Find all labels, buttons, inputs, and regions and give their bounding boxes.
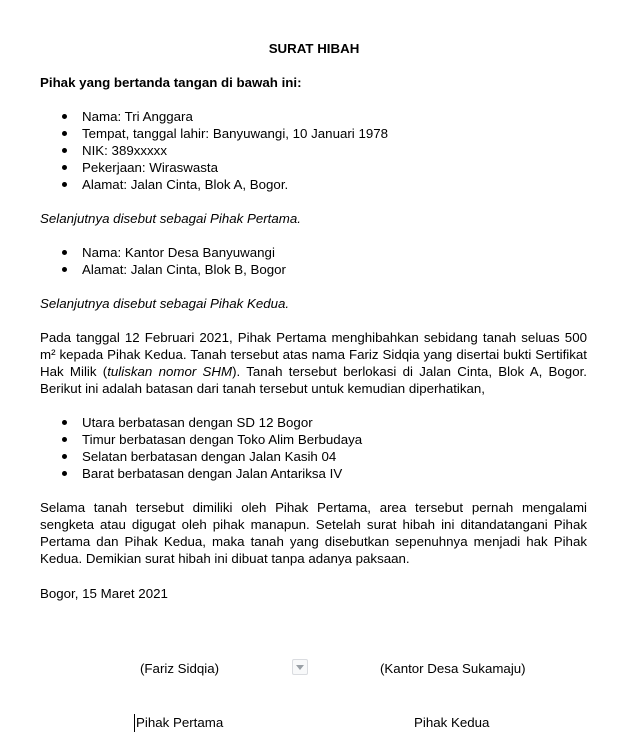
place-date: Bogor, 15 Maret 2021 bbox=[40, 586, 168, 601]
list-item: Alamat: Jalan Cinta, Blok A, Bogor. bbox=[40, 176, 388, 193]
pihak-pertama-closing: Selanjutnya disebut sebagai Pihak Pertama. bbox=[40, 211, 301, 226]
list-item: Tempat, tanggal lahir: Banyuwangi, 10 Januari 1978 bbox=[40, 125, 388, 142]
paragraph-hibah bbox=[40, 329, 587, 397]
chevron-down-icon[interactable] bbox=[292, 659, 308, 675]
batasan-list bbox=[40, 414, 362, 482]
list-item: Selatan berbatasan dengan Jalan Kasih 04 bbox=[40, 448, 362, 465]
signature-role-pihak-kedua: Pihak Kedua bbox=[414, 715, 490, 730]
list-item: Barat berbatasan dengan Jalan Antariksa IV bbox=[40, 465, 362, 482]
paragraph-hibah-part1: Pada tanggal 12 Februari 2021, Pihak Pertama menghibahkan sebidang tanah seluas 500 m² kepada Pihak Kedua. Tanah tersebut atas nama Fariz Sidqia yang disertai bukti Sertifikat Hak Milik ( bbox=[40, 330, 587, 379]
list-item: Alamat: Jalan Cinta, Blok B, Bogor bbox=[40, 261, 286, 278]
list-item: Timur berbatasan dengan Toko Alim Berbudaya bbox=[40, 431, 362, 448]
intro-heading: Pihak yang bertanda tangan di bawah ini: bbox=[40, 75, 302, 90]
text-cursor bbox=[134, 714, 135, 732]
list-item: Utara berbatasan dengan SD 12 Bogor bbox=[40, 414, 362, 431]
list-item: Nama: Kantor Desa Banyuwangi bbox=[40, 244, 286, 261]
list-item: Pekerjaan: Wiraswasta bbox=[40, 159, 388, 176]
pihak-kedua-list bbox=[40, 244, 286, 278]
pihak-pertama-list bbox=[40, 108, 388, 193]
signature-name-pihak-pertama: (Fariz Sidqia) bbox=[140, 661, 220, 676]
list-item: NIK: 389xxxxx bbox=[40, 142, 388, 159]
paragraph-hibah-part2: ). Tanah tersebut berlokasi di Jalan Cinta, Blok A, Bogor. Berikut ini adalah batasan dari tanah tersebut untuk kemudian diperhatikan, bbox=[40, 364, 587, 396]
signature-name-pihak-kedua: (Kantor Desa Sukamaju) bbox=[380, 661, 526, 676]
signature-role-pihak-pertama: Pihak Pertama bbox=[136, 715, 224, 730]
pihak-kedua-closing: Selanjutnya disebut sebagai Pihak Kedua. bbox=[40, 296, 290, 311]
document-title: SURAT HIBAH bbox=[268, 41, 360, 56]
list-item: Nama: Tri Anggara bbox=[40, 108, 388, 125]
paragraph-pernyataan: Selama tanah tersebut dimiliki oleh Pihak Pertama, area tersebut pernah mengalami sengketa atau digugat oleh pihak manapun. Setelah surat hibah ini ditandatangani Pihak Pertama dan Pihak Kedua, maka tanah yang disebutkan sepenuhnya menjadi hak Pihak Kedua. Demikian surat hibah ini dibuat tanpa adanya paksaan. bbox=[40, 500, 587, 566]
paragraph-hibah-italic: tuliskan nomor SHM bbox=[107, 364, 233, 379]
